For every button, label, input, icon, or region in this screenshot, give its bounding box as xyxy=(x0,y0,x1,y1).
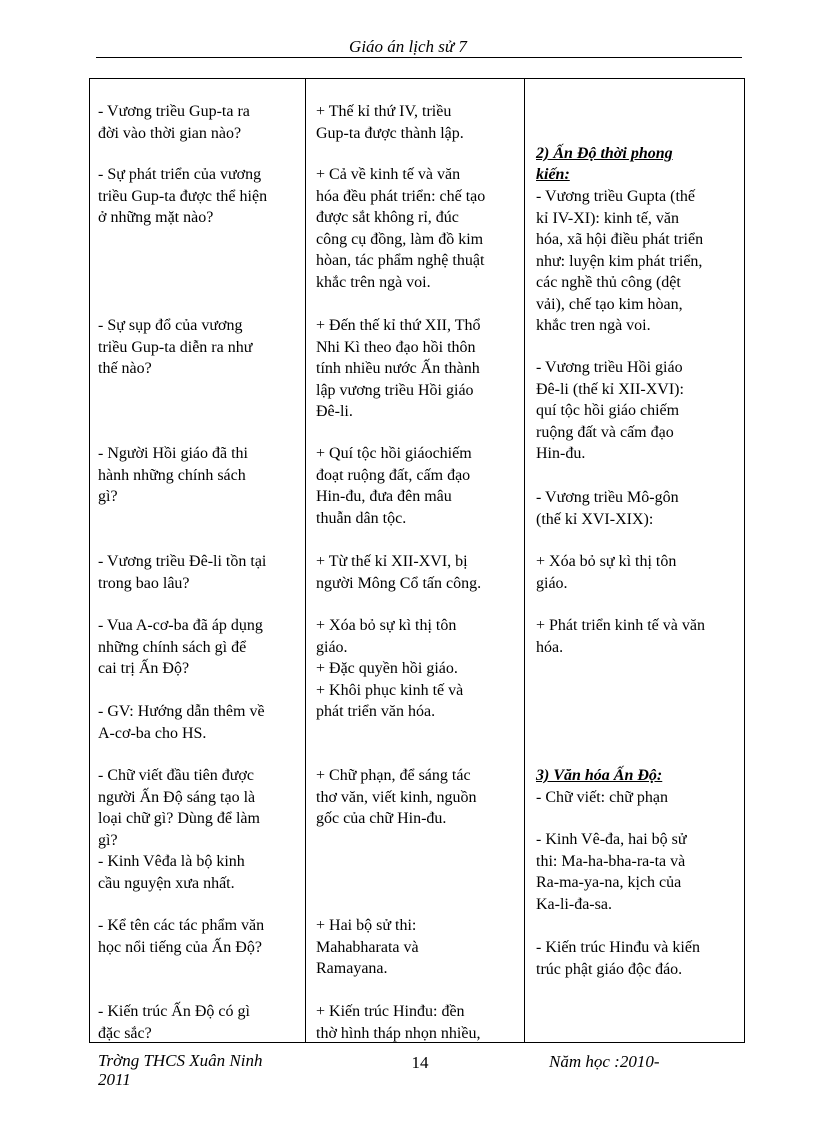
question-3-line: triều Gup-ta diễn ra như xyxy=(98,338,253,356)
section-3-title: 3) Văn hóa Ấn Độ: xyxy=(536,767,663,784)
question-3-line: thế nào? xyxy=(98,360,152,377)
note-gupta-line: các nghề thủ công (dệt xyxy=(536,274,681,291)
header-rule xyxy=(96,57,742,58)
question-5-line: trong bao lâu? xyxy=(98,574,190,592)
answer-3-line: Nhi Kì theo đạo hồi thôn xyxy=(316,338,476,356)
question-8-line: người Ấn Độ sáng tạo là xyxy=(98,788,256,806)
page-header-title: Giáo án lịch sử 7 xyxy=(349,37,467,56)
question-6-line: những chính sách gì để xyxy=(98,638,247,656)
note-literature-line: - Kinh Vê-đa, hai bộ sử xyxy=(536,831,687,848)
note-literature-line: Ka-li-đa-sa. xyxy=(536,895,612,913)
note-writing-line: - Chữ viết: chữ phạn xyxy=(536,789,668,806)
note-gupta-line: kỉ IV-XI): kinh tế, văn xyxy=(536,209,679,227)
note-architecture-line: - Kiến trúc Hinđu và kiến xyxy=(536,939,700,956)
question-4-line: gì? xyxy=(98,488,118,505)
note-deli-line: ruộng đất và cấm đạo xyxy=(536,423,674,441)
question-2-line: ở những mặt nào? xyxy=(98,209,214,226)
notes-column xyxy=(525,79,745,1042)
question-8-line: loại chữ gì? Dùng để làm xyxy=(98,810,260,827)
answer-2-line: được sắt không rỉ, đúc xyxy=(316,209,459,226)
answer-7-line: + Chữ phạn, để sáng tác xyxy=(316,767,471,784)
question-2-line: - Sự phát triển của vương xyxy=(98,166,262,183)
footer-year-end: 2011 xyxy=(98,1070,131,1089)
section-2-title-cont: kiến: xyxy=(536,166,570,183)
answer-6-line: giáo. xyxy=(316,638,348,656)
footer-page-number: 14 xyxy=(411,1053,429,1072)
question-5-line: - Vương triều Đê-li tồn tại xyxy=(98,553,267,570)
section-2-title: 2) Ấn Độ thời phong xyxy=(536,145,673,162)
footer-school: Trờng THCS Xuân Ninh xyxy=(98,1051,263,1070)
answer-2-line: khắc trên ngà voi. xyxy=(316,273,431,291)
note-deli-line: quí tộc hồi giáo chiếm xyxy=(536,402,680,419)
question-8-line: - Chữ viết đầu tiên được xyxy=(98,767,254,784)
answer-6-line: + Xóa bỏ sự kì thị tôn xyxy=(316,617,457,634)
question-4-line: hành những chính sách xyxy=(98,466,246,484)
answer-2-line: hóa đều phát triển: chế tạo xyxy=(316,187,486,205)
note-deli-line: Hin-đu. xyxy=(536,445,586,462)
answer-8-line: Mahabharata và xyxy=(316,938,419,956)
answer-4-line: đoạt ruộng đất, cấm đạo xyxy=(316,466,471,484)
question-8-line: - Kinh Vêđa là bộ kinh xyxy=(98,853,245,870)
lesson-table xyxy=(89,78,745,1043)
question-10-line: - Kiến trúc Ấn Độ có gì xyxy=(98,1003,250,1020)
answer-8-line: Ramayana. xyxy=(316,960,388,977)
questions-column xyxy=(90,79,305,1042)
note-mogon-policy-1-line: + Xóa bỏ sự kì thị tôn xyxy=(536,553,677,570)
answer-4-line: Hin-đu, đưa đên mâu xyxy=(316,488,452,505)
answer-4-line: thuẫn dân tộc. xyxy=(316,509,407,527)
note-architecture-line: trúc phật giáo độc đáo. xyxy=(536,960,683,978)
question-1-line: - Vương triều Gup-ta ra xyxy=(98,103,250,120)
answer-6-line: + Đặc quyền hồi giáo. xyxy=(316,660,458,677)
answer-1-line: Gup-ta được thành lập. xyxy=(316,124,464,142)
question-3-line: - Sự sụp đổ của vương xyxy=(98,317,243,334)
answer-4-line: + Quí tộc hồi giáochiếm xyxy=(316,445,472,462)
note-deli-line: Đê-li (thế kỉ XII-XVI): xyxy=(536,380,684,398)
answer-7-line: thơ văn, viết kinh, nguồn xyxy=(316,788,477,806)
answer-5-line: + Từ thế kỉ XII-XVI, bị xyxy=(316,553,468,570)
question-7-line: A-cơ-ba cho HS. xyxy=(98,724,207,742)
note-gupta-line: như: luyện kim phát triển, xyxy=(536,252,703,270)
question-9-line: - Kể tên các tác phẩm văn xyxy=(98,917,265,934)
question-8-line: cầu nguyện xưa nhất. xyxy=(98,874,235,892)
answer-2-line: + Cả về kinh tế và văn xyxy=(316,166,461,183)
note-gupta-line: - Vương triều Gupta (thế xyxy=(536,188,696,205)
question-10-line: đặc sắc? xyxy=(98,1024,152,1042)
question-8-line: gì? xyxy=(98,831,118,849)
answers-column xyxy=(306,79,524,1042)
note-deli-line: - Vương triều Hồi giáo xyxy=(536,359,683,376)
answer-2-line: hòan, tác phẩm nghệ thuật xyxy=(316,252,485,269)
question-7-line: - GV: Hướng dẫn thêm về xyxy=(98,703,265,720)
note-gupta-line: hóa, xã hội điều phát triển xyxy=(536,231,704,248)
answer-6-line: phát triển văn hóa. xyxy=(316,703,436,720)
answer-7-line: gốc của chữ Hin-đu. xyxy=(316,810,447,827)
note-gupta-line: vải), chế tạo kim hòan, xyxy=(536,295,683,313)
answer-2-line: công cụ đồng, làm đồ kim xyxy=(316,230,484,248)
answer-3-line: tính nhiều nước Ấn thành xyxy=(316,360,480,377)
note-mogon-policy-1-line: giáo. xyxy=(536,574,568,592)
question-1-line: đời vào thời gian nào? xyxy=(98,124,242,142)
answer-3-line: + Đến thế kỉ thứ XII, Thổ xyxy=(316,317,481,334)
question-9-line: học nổi tiếng của Ấn Độ? xyxy=(98,938,262,956)
footer-school-year: Năm học :2010- xyxy=(549,1052,660,1071)
note-literature-line: Ra-ma-ya-na, kịch của xyxy=(536,874,682,891)
answer-9-line: + Kiến trúc Hinđu: đền xyxy=(316,1003,465,1020)
question-6-line: - Vua A-cơ-ba đã áp dụng xyxy=(98,617,263,634)
note-literature-line: thi: Ma-ha-bha-ra-ta và xyxy=(536,852,686,870)
note-mogon-policy-2-line: hóa. xyxy=(536,638,564,656)
question-4-line: - Người Hồi giáo đã thi xyxy=(98,445,248,462)
answer-3-line: lập vương triều Hồi giáo xyxy=(316,381,474,399)
note-gupta-line: khắc tren ngà voi. xyxy=(536,317,651,334)
answer-8-line: + Hai bộ sử thi: xyxy=(316,917,417,934)
answer-5-line: người Mông Cổ tấn công. xyxy=(316,574,482,592)
note-mogon-line: - Vương triều Mô-gôn xyxy=(536,489,679,506)
note-mogon-line: (thế kỉ XVI-XIX): xyxy=(536,510,654,528)
answer-1-line: + Thế kỉ thứ IV, triều xyxy=(316,103,452,120)
answer-3-line: Đê-li. xyxy=(316,403,353,420)
answer-6-line: + Khôi phục kinh tế và xyxy=(316,681,464,699)
note-mogon-policy-2-line: + Phát triển kinh tế và văn xyxy=(536,617,705,634)
question-6-line: cai trị Ấn Độ? xyxy=(98,660,190,677)
question-2-line: triều Gup-ta được thể hiện xyxy=(98,187,268,205)
answer-9-line: thờ hình tháp nhọn nhiều, xyxy=(316,1024,481,1042)
